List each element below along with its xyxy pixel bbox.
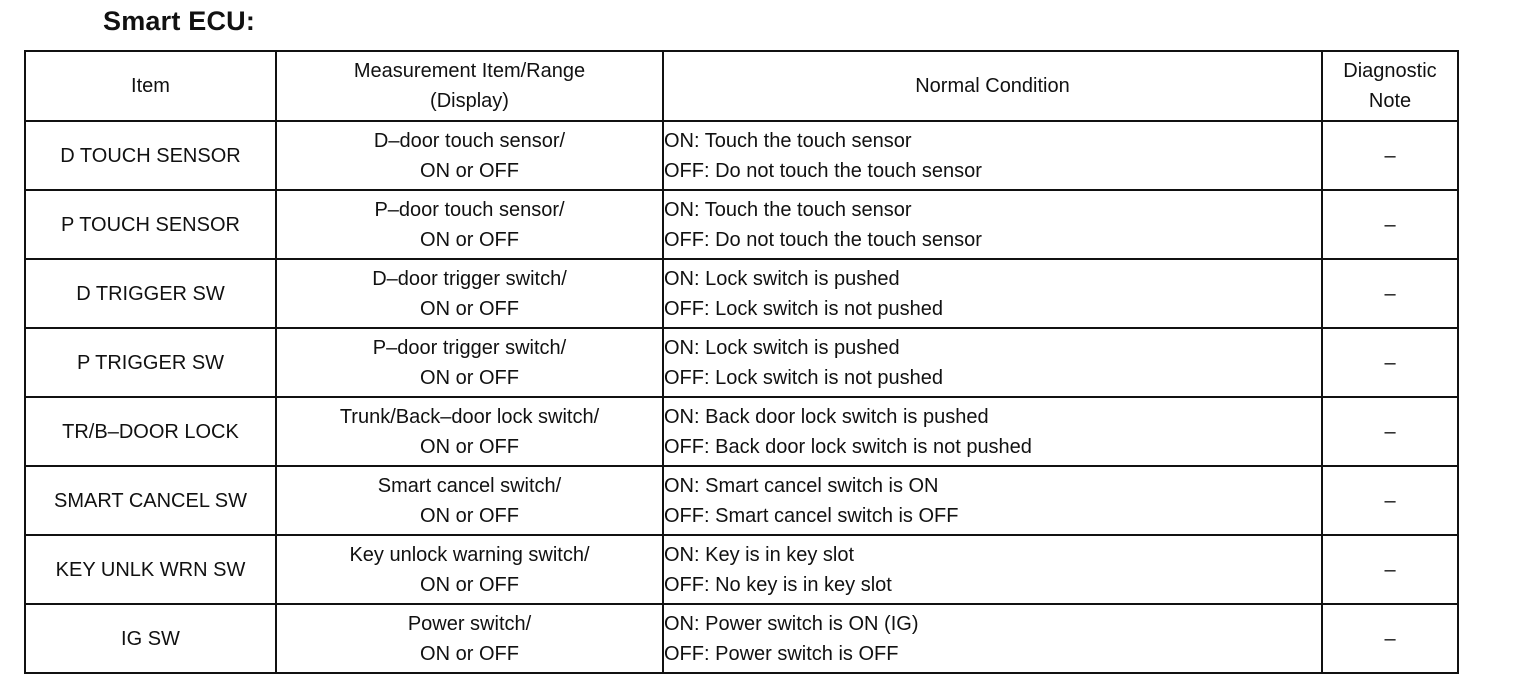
measurement-range: ON or OFF [420,504,519,527]
condition-on: ON: Smart cancel switch is ON [664,474,939,497]
condition-off: OFF: Do not touch the touch sensor [664,159,982,182]
header-diagnostic-note [1322,51,1458,121]
header-measurement [276,51,663,121]
table-header-row [25,51,1458,121]
page-title: Smart ECU: [103,6,256,36]
measurement-cell [276,328,663,397]
diagnostic-note-cell: – [1322,190,1458,259]
measurement-item: D–door trigger switch/ [372,267,567,290]
item-cell: SMART CANCEL SW [25,466,276,535]
table-row [25,190,1458,259]
header-diagnostic-line1: Diagnostic [1343,60,1437,82]
measurement-range: ON or OFF [420,297,519,320]
header-measurement-line1: Measurement Item/Range [353,60,586,82]
condition-off: OFF: Power switch is OFF [664,642,899,665]
measurement-range: ON or OFF [420,228,519,251]
diagnostic-note-cell: – [1322,259,1458,328]
diagnostic-note-cell: – [1322,328,1458,397]
measurement-cell [276,604,663,673]
condition-on: ON: Lock switch is pushed [664,267,900,290]
diagnostic-note-cell: – [1322,466,1458,535]
item-cell: D TRIGGER SW [25,259,276,328]
condition-off: OFF: Back door lock switch is not pushed [664,435,1032,458]
diagnostic-note-cell: – [1322,121,1458,190]
condition-off: OFF: Do not touch the touch sensor [664,228,982,251]
condition-on: ON: Key is in key slot [664,543,855,566]
measurement-cell [276,121,663,190]
condition-cell [663,466,1322,535]
condition-off: OFF: No key is in key slot [664,573,892,596]
condition-on: ON: Lock switch is pushed [664,336,900,359]
measurement-range: ON or OFF [420,159,519,182]
condition-off: OFF: Lock switch is not pushed [664,297,944,320]
item-cell: P TRIGGER SW [25,328,276,397]
measurement-item: Power switch/ [407,612,532,635]
measurement-item: Trunk/Back–door lock switch/ [339,405,600,428]
measurement-item: D–door touch sensor/ [373,129,566,152]
header-normal-condition: Normal Condition [663,51,1322,121]
table-row [25,466,1458,535]
condition-cell [663,604,1322,673]
measurement-cell [276,397,663,466]
measurement-range: ON or OFF [420,435,519,458]
item-cell: IG SW [25,604,276,673]
table-row [25,121,1458,190]
diagnostic-note-cell: – [1322,397,1458,466]
condition-on: ON: Power switch is ON (IG) [664,612,919,635]
measurement-cell [276,190,663,259]
header-diagnostic-line2: Note [1368,90,1412,112]
condition-off: OFF: Smart cancel switch is OFF [664,504,959,527]
measurement-range: ON or OFF [420,573,519,596]
condition-cell [663,397,1322,466]
table-row [25,604,1458,673]
item-cell: P TOUCH SENSOR [25,190,276,259]
table-row [25,397,1458,466]
measurement-item: P–door trigger switch/ [372,336,567,359]
condition-cell [663,535,1322,604]
measurement-range: ON or OFF [420,642,519,665]
condition-off: OFF: Lock switch is not pushed [664,366,944,389]
condition-cell [663,121,1322,190]
measurement-cell [276,466,663,535]
measurement-item: Key unlock warning switch/ [349,543,590,566]
table-row [25,259,1458,328]
smart-ecu-table [24,50,1459,674]
item-cell: D TOUCH SENSOR [25,121,276,190]
header-measurement-line2: (Display) [430,90,509,112]
condition-on: ON: Touch the touch sensor [664,129,912,152]
item-cell: TR/B–DOOR LOCK [25,397,276,466]
table-row [25,535,1458,604]
measurement-range: ON or OFF [420,366,519,389]
item-cell: KEY UNLK WRN SW [25,535,276,604]
condition-cell [663,328,1322,397]
measurement-cell [276,259,663,328]
diagnostic-note-cell: – [1322,604,1458,673]
measurement-item: Smart cancel switch/ [377,474,562,497]
table-row [25,328,1458,397]
diagnostic-note-cell: – [1322,535,1458,604]
condition-on: ON: Back door lock switch is pushed [664,405,989,428]
measurement-item: P–door touch sensor/ [374,198,565,221]
condition-cell [663,190,1322,259]
condition-on: ON: Touch the touch sensor [664,198,912,221]
measurement-cell [276,535,663,604]
condition-cell [663,259,1322,328]
header-item: Item [25,51,276,121]
